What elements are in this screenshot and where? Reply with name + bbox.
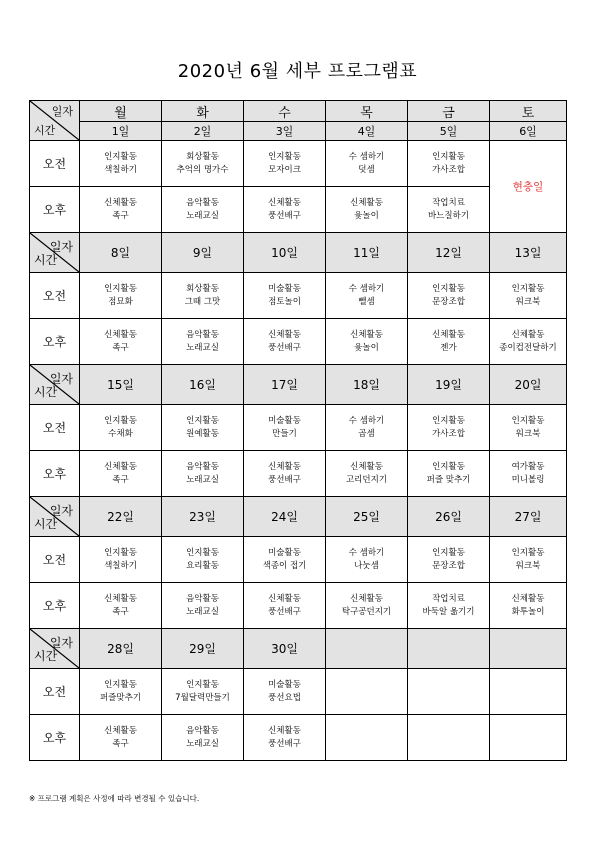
activity-detail: 워크북 bbox=[515, 560, 541, 571]
activity-detail: 족구 bbox=[112, 210, 129, 221]
date-cell: 3일 bbox=[244, 122, 326, 141]
activity-name: 음악활동 bbox=[186, 197, 219, 208]
activity-name: 신체활동 bbox=[511, 329, 545, 340]
activity-name: 인지활동 bbox=[511, 547, 545, 558]
date-cell: 2일 bbox=[162, 122, 244, 141]
activity-cell bbox=[162, 319, 244, 365]
date-row bbox=[30, 122, 567, 141]
activity-cell bbox=[490, 451, 567, 497]
activity-detail: 바느질하기 bbox=[427, 210, 470, 221]
activity-name: 신체활동 bbox=[104, 197, 137, 208]
activity-detail: 젠가 bbox=[440, 342, 457, 353]
activity-cell bbox=[80, 451, 162, 497]
corner-time-label: 시간 bbox=[34, 385, 58, 399]
activity-cell bbox=[244, 669, 326, 715]
activity-cell bbox=[162, 451, 244, 497]
activity-detail: 점토놀이 bbox=[268, 296, 301, 307]
date-cell: 25일 bbox=[326, 497, 408, 537]
activity-cell bbox=[80, 715, 162, 761]
activity-cell bbox=[408, 187, 490, 233]
weekday-header: 월 bbox=[80, 101, 162, 122]
activity-detail: 족구 bbox=[112, 738, 129, 749]
activity-cell bbox=[244, 537, 326, 583]
activity-name: 신체활동 bbox=[350, 593, 383, 604]
activity-cell bbox=[244, 405, 326, 451]
activity-name: 신체활동 bbox=[104, 593, 137, 604]
date-cell: 5일 bbox=[408, 122, 490, 141]
activity-cell bbox=[80, 273, 162, 319]
holiday-cell: 현충일 bbox=[490, 141, 567, 233]
activity-detail: 노래교실 bbox=[186, 606, 219, 617]
activity-detail: 노래교실 bbox=[186, 738, 219, 749]
activity-detail: 원예활동 bbox=[186, 428, 219, 439]
corner-cell bbox=[30, 365, 80, 405]
date-row bbox=[30, 365, 567, 405]
activity-name: 여가활동 bbox=[511, 461, 545, 472]
afternoon-label: 오후 bbox=[30, 187, 80, 233]
activity-detail: 그때 그맛 bbox=[184, 296, 221, 307]
afternoon-label: 오후 bbox=[30, 319, 80, 365]
date-cell: 24일 bbox=[244, 497, 326, 537]
activity-detail: 요리활동 bbox=[186, 560, 219, 571]
activity-cell bbox=[326, 187, 408, 233]
activity-detail: 족구 bbox=[112, 342, 129, 353]
corner-date-label: 일자 bbox=[49, 636, 73, 650]
date-cell: 13일 bbox=[490, 233, 567, 273]
activity-name: 신체활동 bbox=[350, 461, 383, 472]
activity-detail: 풍선배구 bbox=[268, 606, 301, 617]
activity-cell bbox=[80, 583, 162, 629]
date-cell: 4일 bbox=[326, 122, 408, 141]
activity-detail: 풍선배구 bbox=[268, 738, 301, 749]
morning-row bbox=[30, 537, 567, 583]
afternoon-label: 오후 bbox=[30, 715, 80, 761]
activity-detail: 뺄셈 bbox=[358, 296, 375, 307]
corner-time-label: 시간 bbox=[34, 124, 56, 137]
activity-name: 회상활동 bbox=[186, 283, 219, 294]
activity-cell bbox=[162, 715, 244, 761]
afternoon-row bbox=[30, 187, 567, 233]
date-cell bbox=[408, 629, 490, 669]
weekday-header: 수 bbox=[244, 101, 326, 122]
date-cell: 20일 bbox=[490, 365, 567, 405]
activity-detail: 수채화 bbox=[108, 428, 133, 439]
date-cell: 26일 bbox=[408, 497, 490, 537]
activity-cell bbox=[408, 273, 490, 319]
date-cell: 16일 bbox=[162, 365, 244, 405]
afternoon-row bbox=[30, 583, 567, 629]
activity-name: 수 셈하기 bbox=[348, 283, 385, 294]
activity-detail: 모자이크 bbox=[268, 164, 301, 175]
activity-name: 음악활동 bbox=[186, 725, 219, 736]
afternoon-row bbox=[30, 319, 567, 365]
activity-name: 수 셈하기 bbox=[348, 415, 385, 426]
activity-cell bbox=[244, 583, 326, 629]
activity-detail: 화투놀이 bbox=[511, 606, 545, 617]
date-cell: 8일 bbox=[80, 233, 162, 273]
date-cell: 19일 bbox=[408, 365, 490, 405]
activity-detail: 워크북 bbox=[515, 428, 541, 439]
activity-detail: 탁구공던지기 bbox=[341, 606, 392, 617]
activity-name: 인지활동 bbox=[104, 151, 137, 162]
date-row bbox=[30, 233, 567, 273]
activity-detail: 윷놀이 bbox=[354, 210, 379, 221]
activity-name: 인지활동 bbox=[432, 415, 465, 426]
date-cell: 12일 bbox=[408, 233, 490, 273]
activity-name: 신체활동 bbox=[268, 329, 301, 340]
activity-name: 신체활동 bbox=[104, 461, 137, 472]
date-cell: 10일 bbox=[244, 233, 326, 273]
activity-cell bbox=[408, 141, 490, 187]
weekday-header: 금 bbox=[408, 101, 490, 122]
morning-row bbox=[30, 405, 567, 451]
activity-detail: 가사조합 bbox=[432, 428, 465, 439]
activity-name: 회상활동 bbox=[186, 151, 219, 162]
date-cell: 1일 bbox=[80, 122, 162, 141]
activity-detail: 풍선배구 bbox=[268, 210, 301, 221]
activity-cell bbox=[80, 669, 162, 715]
activity-detail: 종이컵전달하기 bbox=[499, 342, 557, 353]
activity-cell bbox=[80, 405, 162, 451]
activity-name: 인지활동 bbox=[104, 415, 137, 426]
activity-detail: 색종이 접기 bbox=[262, 560, 307, 571]
activity-detail: 풍선배구 bbox=[268, 474, 301, 485]
activity-cell bbox=[244, 451, 326, 497]
morning-label: 오전 bbox=[30, 669, 80, 715]
activity-detail: 바둑알 옮기기 bbox=[422, 606, 475, 617]
date-cell: 22일 bbox=[80, 497, 162, 537]
afternoon-row bbox=[30, 715, 567, 761]
activity-cell bbox=[162, 537, 244, 583]
date-row bbox=[30, 629, 567, 669]
activity-cell bbox=[326, 141, 408, 187]
activity-name: 수 셈하기 bbox=[348, 547, 385, 558]
activity-name: 신체활동 bbox=[511, 593, 545, 604]
activity-cell bbox=[244, 273, 326, 319]
date-cell: 29일 bbox=[162, 629, 244, 669]
weekday-header: 토 bbox=[490, 101, 567, 122]
empty-cell bbox=[408, 669, 490, 715]
corner-time-label: 시간 bbox=[34, 517, 58, 531]
date-cell: 11일 bbox=[326, 233, 408, 273]
morning-row bbox=[30, 141, 567, 187]
activity-cell bbox=[326, 583, 408, 629]
activity-detail: 고리던지기 bbox=[345, 474, 388, 485]
empty-cell bbox=[408, 715, 490, 761]
activity-name: 인지활동 bbox=[432, 283, 465, 294]
activity-cell bbox=[80, 141, 162, 187]
morning-label: 오전 bbox=[30, 141, 80, 187]
corner-date-label: 일자 bbox=[49, 372, 73, 386]
corner-cell bbox=[30, 233, 80, 273]
date-cell: 17일 bbox=[244, 365, 326, 405]
activity-cell bbox=[80, 537, 162, 583]
activity-name: 신체활동 bbox=[268, 197, 301, 208]
activity-detail: 족구 bbox=[112, 474, 129, 485]
activity-detail: 풍선배구 bbox=[268, 342, 301, 353]
activity-name: 미술활동 bbox=[268, 283, 301, 294]
activity-cell bbox=[80, 319, 162, 365]
activity-cell bbox=[244, 319, 326, 365]
activity-detail: 점묘화 bbox=[108, 296, 133, 307]
activity-detail: 7월달력만들기 bbox=[175, 692, 230, 703]
activity-name: 작업치료 bbox=[432, 593, 465, 604]
corner-date-label: 일자 bbox=[49, 240, 73, 254]
activity-detail: 족구 bbox=[112, 606, 129, 617]
activity-cell bbox=[408, 405, 490, 451]
activity-name: 인지활동 bbox=[104, 547, 137, 558]
activity-name: 신체활동 bbox=[268, 593, 301, 604]
date-cell: 23일 bbox=[162, 497, 244, 537]
activity-detail: 미니볼링 bbox=[511, 474, 545, 485]
activity-name: 신체활동 bbox=[350, 329, 383, 340]
activity-name: 신체활동 bbox=[268, 725, 301, 736]
activity-name: 인지활동 bbox=[186, 415, 219, 426]
footnote: ※ 프로그램 계획은 사정에 따라 변경될 수 있습니다. bbox=[29, 794, 200, 803]
activity-name: 인지활동 bbox=[268, 151, 301, 162]
activity-cell bbox=[80, 187, 162, 233]
activity-cell bbox=[490, 537, 567, 583]
activity-name: 인지활동 bbox=[432, 547, 465, 558]
activity-cell bbox=[162, 141, 244, 187]
morning-label: 오전 bbox=[30, 405, 80, 451]
activity-name: 수 셈하기 bbox=[348, 151, 385, 162]
activity-cell bbox=[244, 141, 326, 187]
empty-cell bbox=[490, 715, 567, 761]
date-row bbox=[30, 497, 567, 537]
activity-name: 작업치료 bbox=[432, 197, 465, 208]
activity-cell bbox=[326, 405, 408, 451]
activity-cell bbox=[162, 405, 244, 451]
activity-detail: 퍼즐맞추기 bbox=[99, 692, 142, 703]
afternoon-label: 오후 bbox=[30, 583, 80, 629]
date-cell: 15일 bbox=[80, 365, 162, 405]
corner-cell bbox=[30, 101, 80, 141]
corner-cell bbox=[30, 629, 80, 669]
activity-cell bbox=[326, 319, 408, 365]
activity-name: 신체활동 bbox=[268, 461, 301, 472]
empty-cell bbox=[326, 715, 408, 761]
activity-detail: 퍼즐 맞추기 bbox=[426, 474, 471, 485]
corner-cell bbox=[30, 497, 80, 537]
activity-name: 인지활동 bbox=[511, 283, 545, 294]
activity-detail: 덧셈 bbox=[358, 164, 375, 175]
date-cell: 30일 bbox=[244, 629, 326, 669]
date-cell bbox=[490, 629, 567, 669]
activity-cell bbox=[490, 583, 567, 629]
activity-detail: 문장조합 bbox=[432, 296, 465, 307]
activity-cell bbox=[490, 273, 567, 319]
activity-detail: 색칠하기 bbox=[104, 560, 137, 571]
morning-label: 오전 bbox=[30, 273, 80, 319]
weekday-header: 화 bbox=[162, 101, 244, 122]
afternoon-label: 오후 bbox=[30, 451, 80, 497]
activity-name: 신체활동 bbox=[350, 197, 383, 208]
afternoon-row bbox=[30, 451, 567, 497]
activity-detail: 추억의 명가수 bbox=[176, 164, 229, 175]
activity-name: 인지활동 bbox=[511, 415, 545, 426]
activity-detail: 가사조합 bbox=[432, 164, 465, 175]
activity-name: 인지활동 bbox=[104, 283, 137, 294]
activity-name: 음악활동 bbox=[186, 461, 219, 472]
activity-cell bbox=[244, 715, 326, 761]
date-cell bbox=[326, 629, 408, 669]
activity-cell bbox=[490, 319, 567, 365]
activity-name: 신체활동 bbox=[104, 725, 137, 736]
activity-name: 인지활동 bbox=[186, 547, 219, 558]
page-title: 2020년 6월 세부 프로그램표 bbox=[177, 61, 418, 82]
activity-name: 신체활동 bbox=[104, 329, 137, 340]
empty-cell bbox=[326, 669, 408, 715]
corner-time-label: 시간 bbox=[34, 649, 58, 663]
activity-cell bbox=[408, 537, 490, 583]
activity-detail: 나눗셈 bbox=[354, 560, 379, 571]
activity-cell bbox=[162, 583, 244, 629]
activity-cell bbox=[162, 187, 244, 233]
morning-row bbox=[30, 273, 567, 319]
activity-cell bbox=[326, 273, 408, 319]
activity-name: 미술활동 bbox=[268, 679, 301, 690]
activity-cell bbox=[408, 319, 490, 365]
empty-cell bbox=[490, 669, 567, 715]
activity-detail: 워크북 bbox=[515, 296, 541, 307]
corner-date-label: 일자 bbox=[51, 105, 73, 118]
date-cell: 27일 bbox=[490, 497, 567, 537]
date-cell: 18일 bbox=[326, 365, 408, 405]
activity-name: 인지활동 bbox=[104, 679, 137, 690]
activity-detail: 노래교실 bbox=[186, 210, 219, 221]
activity-name: 미술활동 bbox=[268, 415, 301, 426]
date-cell: 6일 bbox=[490, 122, 567, 141]
activity-name: 음악활동 bbox=[186, 329, 219, 340]
activity-name: 미술활동 bbox=[268, 547, 301, 558]
activity-name: 인지활동 bbox=[432, 151, 465, 162]
activity-cell bbox=[490, 405, 567, 451]
activity-cell bbox=[408, 583, 490, 629]
activity-cell bbox=[162, 273, 244, 319]
activity-detail: 노래교실 bbox=[186, 342, 219, 353]
activity-detail: 만들기 bbox=[272, 428, 297, 439]
activity-detail: 노래교실 bbox=[186, 474, 219, 485]
corner-time-label: 시간 bbox=[34, 253, 58, 267]
morning-label: 오전 bbox=[30, 537, 80, 583]
date-cell: 9일 bbox=[162, 233, 244, 273]
activity-detail: 곱셈 bbox=[358, 428, 375, 439]
activity-cell bbox=[326, 537, 408, 583]
weekday-row bbox=[30, 101, 567, 122]
morning-row bbox=[30, 669, 567, 715]
activity-cell bbox=[162, 669, 244, 715]
activity-detail: 풍선요법 bbox=[268, 692, 301, 703]
date-cell: 28일 bbox=[80, 629, 162, 669]
activity-detail: 윷놀이 bbox=[354, 342, 379, 353]
activity-name: 인지활동 bbox=[186, 679, 219, 690]
activity-detail: 색칠하기 bbox=[104, 164, 137, 175]
activity-cell bbox=[326, 451, 408, 497]
activity-cell bbox=[244, 187, 326, 233]
activity-name: 신체활동 bbox=[432, 329, 465, 340]
activity-name: 음악활동 bbox=[186, 593, 219, 604]
weekday-header: 목 bbox=[326, 101, 408, 122]
schedule-table bbox=[29, 100, 567, 761]
activity-cell bbox=[408, 451, 490, 497]
activity-detail: 문장조합 bbox=[432, 560, 465, 571]
corner-date-label: 일자 bbox=[49, 504, 73, 518]
activity-name: 인지활동 bbox=[432, 461, 465, 472]
